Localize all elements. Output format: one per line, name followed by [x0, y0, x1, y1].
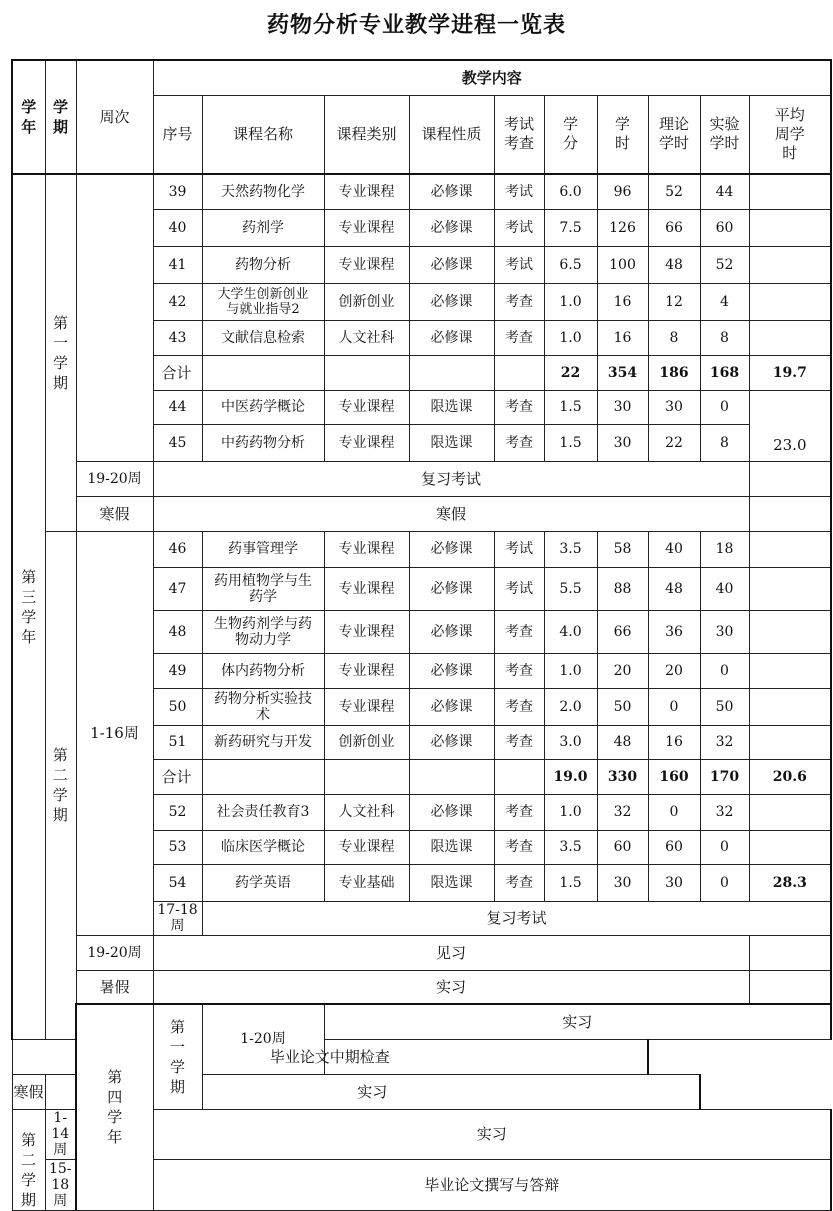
- cell: 18: [700, 531, 749, 567]
- total-lilun: 160: [648, 759, 700, 794]
- cell: 43: [153, 320, 202, 355]
- cell: 1.5: [544, 864, 597, 901]
- cell: 必修课: [409, 209, 494, 246]
- y3-sem1-weeks: [76, 174, 153, 461]
- cell: 必修课: [409, 653, 494, 688]
- cell: 5.5: [544, 567, 597, 610]
- cell: 考查: [494, 610, 544, 653]
- cell: 52: [648, 174, 700, 209]
- cell: 48: [597, 725, 648, 759]
- header-col-nature: 课程性质: [409, 95, 494, 174]
- cell: 考查: [494, 725, 544, 759]
- cell: 45: [153, 424, 202, 461]
- span-cell: 复习考试: [202, 901, 831, 935]
- cell: 考查: [494, 864, 544, 901]
- cell: 3.5: [544, 531, 597, 567]
- cell: 必修课: [409, 610, 494, 653]
- year4-label: 第四学年: [76, 1004, 153, 1210]
- cell: 创新创业: [324, 725, 409, 759]
- cell: 2.0: [544, 688, 597, 725]
- cell: 0: [700, 390, 749, 424]
- cell: 42: [153, 283, 202, 320]
- total-xuefen: 19.0: [544, 759, 597, 794]
- header-xuenian: 学年: [12, 60, 45, 174]
- cell: 30: [597, 390, 648, 424]
- cell: 必修课: [409, 567, 494, 610]
- cell: 必修课: [409, 320, 494, 355]
- cell: 考试: [494, 174, 544, 209]
- span-cell: 复习考试: [153, 461, 749, 496]
- cell: 16: [597, 283, 648, 320]
- cell: 考查: [494, 653, 544, 688]
- header-xueqi: 学期: [45, 60, 76, 174]
- cell: 1.5: [544, 424, 597, 461]
- week-cell: 19-20周: [76, 461, 153, 496]
- cell: 30: [648, 390, 700, 424]
- cell: 必修课: [409, 531, 494, 567]
- cell: 考试: [494, 209, 544, 246]
- cell: 4: [700, 283, 749, 320]
- cell: 药用植物学与生药学: [202, 567, 324, 610]
- cell: 30: [648, 864, 700, 901]
- cell: [749, 725, 831, 759]
- y3-sem2-label: 第二学期: [45, 531, 76, 1039]
- cell: 20: [597, 653, 648, 688]
- cell: [324, 355, 409, 390]
- cell: 考试: [494, 531, 544, 567]
- cell: 专业基础: [324, 864, 409, 901]
- table-row: [12, 935, 831, 970]
- cell: [202, 355, 324, 390]
- cell: 限选课: [409, 864, 494, 901]
- cell: [749, 567, 831, 610]
- week-cell: 暑假: [76, 970, 153, 1004]
- cell: 53: [153, 830, 202, 864]
- cell: 0: [648, 794, 700, 830]
- cell: 考查: [494, 320, 544, 355]
- cell: 41: [153, 246, 202, 283]
- cell: 必修课: [409, 794, 494, 830]
- cell: 考试: [494, 246, 544, 283]
- y4-sem1-weeks: 1-20周: [202, 1004, 324, 1074]
- cell: 专业课程: [324, 610, 409, 653]
- header-col-shiyan: 实验学时: [700, 95, 749, 174]
- cell: [749, 688, 831, 725]
- span-cell: 毕业论文中期检查: [12, 1039, 648, 1074]
- cell: [494, 759, 544, 794]
- header-content: 教学内容: [153, 60, 831, 95]
- week-cell: 寒假: [12, 1074, 45, 1109]
- table-row: [12, 970, 831, 1004]
- cell: 1.0: [544, 653, 597, 688]
- cell: 创新创业: [324, 283, 409, 320]
- table-row: [12, 496, 831, 531]
- span-cell: 寒假: [153, 496, 749, 531]
- cell: 人文社科: [324, 794, 409, 830]
- cell: 生物药剂学与药物动力学: [202, 610, 324, 653]
- cell: 限选课: [409, 424, 494, 461]
- cell: 6.5: [544, 246, 597, 283]
- total-xueshi: 330: [597, 759, 648, 794]
- cell: 新药研究与开发: [202, 725, 324, 759]
- cell: 专业课程: [324, 390, 409, 424]
- cell: 1.0: [544, 320, 597, 355]
- cell: 3.0: [544, 725, 597, 759]
- header-col-name: 课程名称: [202, 95, 324, 174]
- cell: [749, 174, 831, 209]
- cell: 必修课: [409, 174, 494, 209]
- cell: [749, 246, 831, 283]
- cell: 0: [648, 688, 700, 725]
- cell: [749, 830, 831, 864]
- table-row: [12, 531, 831, 567]
- cell: 40: [648, 531, 700, 567]
- week-cell: 寒假: [76, 496, 153, 531]
- span-cell: 实习: [45, 1074, 700, 1109]
- cell: 47: [153, 567, 202, 610]
- cell: 人文社科: [324, 320, 409, 355]
- cell: 88: [597, 567, 648, 610]
- cell: 1.0: [544, 283, 597, 320]
- cell: 中医药学概论: [202, 390, 324, 424]
- y3-sem2-weeks: 1-16周: [76, 531, 153, 935]
- cell: 0: [700, 653, 749, 688]
- cell: 考查: [494, 390, 544, 424]
- cell: 考查: [494, 424, 544, 461]
- cell: [749, 610, 831, 653]
- cell: 4.0: [544, 610, 597, 653]
- week-cell: 19-20周: [76, 935, 153, 970]
- cell: 专业课程: [324, 531, 409, 567]
- cell: 52: [700, 246, 749, 283]
- cell: [749, 653, 831, 688]
- cell: [494, 355, 544, 390]
- cell: 32: [597, 794, 648, 830]
- cell: 必修课: [409, 725, 494, 759]
- cell: 社会责任教育3: [202, 794, 324, 830]
- cell: 8: [648, 320, 700, 355]
- cell: 51: [153, 725, 202, 759]
- cell: 22: [648, 424, 700, 461]
- cell: 16: [597, 320, 648, 355]
- cell: 40: [153, 209, 202, 246]
- cell: 30: [700, 610, 749, 653]
- cell: [749, 794, 831, 830]
- cell: 0: [700, 830, 749, 864]
- cell: [749, 461, 831, 496]
- cell: 60: [700, 209, 749, 246]
- cell: 专业课程: [324, 653, 409, 688]
- cell: 考查: [494, 283, 544, 320]
- cell: [749, 496, 831, 531]
- span-cell: 实习: [153, 970, 749, 1004]
- cell: 考查: [494, 830, 544, 864]
- cell: 药事管理学: [202, 531, 324, 567]
- cell: 126: [597, 209, 648, 246]
- cell: 1.0: [544, 794, 597, 830]
- cell: 必修课: [409, 688, 494, 725]
- cell: 1.5: [544, 390, 597, 424]
- y4-sem2-label: 第二学期: [12, 1109, 45, 1210]
- header-col-lilun: 理论学时: [648, 95, 700, 174]
- total-shiyan: 170: [700, 759, 749, 794]
- cell: 52: [153, 794, 202, 830]
- cell: 48: [153, 610, 202, 653]
- cell: 66: [648, 209, 700, 246]
- cell: 20: [648, 653, 700, 688]
- cell: 3.5: [544, 830, 597, 864]
- cell: [202, 759, 324, 794]
- cell: 0: [700, 864, 749, 901]
- cell: 32: [700, 794, 749, 830]
- cell: 6.0: [544, 174, 597, 209]
- cell: 药物分析实验技术: [202, 688, 324, 725]
- cell: 46: [153, 531, 202, 567]
- cell: 药剂学: [202, 209, 324, 246]
- cell: [749, 935, 831, 970]
- schedule-table-wrapper: [11, 59, 830, 1209]
- cell: 体内药物分析: [202, 653, 324, 688]
- span-cell: 实习: [324, 1004, 831, 1039]
- cell: 必修课: [409, 283, 494, 320]
- cell: [749, 283, 831, 320]
- week-cell: 15-18周: [45, 1160, 76, 1211]
- cell: 50: [153, 688, 202, 725]
- cell: 专业课程: [324, 174, 409, 209]
- header-col-type: 课程类别: [324, 95, 409, 174]
- total-xuefen: 22: [544, 355, 597, 390]
- cell: 文献信息检索: [202, 320, 324, 355]
- table-row: [12, 174, 831, 209]
- cell: 58: [597, 531, 648, 567]
- cell: 66: [597, 610, 648, 653]
- cell: 限选课: [409, 830, 494, 864]
- cell: 96: [597, 174, 648, 209]
- cell: 39: [153, 174, 202, 209]
- cell: 54: [153, 864, 202, 901]
- cell: 必修课: [409, 246, 494, 283]
- table-row: [12, 1039, 831, 1074]
- cell: 药学英语: [202, 864, 324, 901]
- total-avg: 19.7: [749, 355, 831, 390]
- cell: [409, 355, 494, 390]
- table-row: [12, 461, 831, 496]
- y4-sem1-label: 第一学期: [153, 1004, 202, 1109]
- total-avg: 20.6: [749, 759, 831, 794]
- cell: 50: [700, 688, 749, 725]
- cell: 28.3: [749, 864, 831, 901]
- cell: 48: [648, 246, 700, 283]
- table-row: [12, 1004, 831, 1039]
- cell: 100: [597, 246, 648, 283]
- total-shiyan: 168: [700, 355, 749, 390]
- total-xueshi: 354: [597, 355, 648, 390]
- span-cell: 见习: [153, 935, 749, 970]
- cell: 32: [700, 725, 749, 759]
- span-cell: 毕业论文撰写与答辩: [153, 1160, 831, 1211]
- cell: 16: [648, 725, 700, 759]
- cell: 临床医学概论: [202, 830, 324, 864]
- cell: 49: [153, 653, 202, 688]
- header-col-avg: 平均周学时: [749, 95, 831, 174]
- year3-label: 第三学年: [12, 174, 45, 1039]
- header-col-xueshi: 学时: [597, 95, 648, 174]
- cell: 大学生创新创业与就业指导2: [202, 283, 324, 320]
- cell: [749, 970, 831, 1004]
- total-lilun: 186: [648, 355, 700, 390]
- cell: 专业课程: [324, 688, 409, 725]
- page-title: 药物分析专业教学进程一览表: [266, 13, 566, 38]
- cell: 48: [648, 567, 700, 610]
- y3-sem1-label: 第一学期: [45, 174, 76, 531]
- cell: 50: [597, 688, 648, 725]
- cell: [749, 531, 831, 567]
- header-col-xuhao: 序号: [153, 95, 202, 174]
- header-col-exam: 考试考查: [494, 95, 544, 174]
- week-cell: 1-14周: [45, 1109, 76, 1160]
- table-row: [12, 1074, 831, 1109]
- cell: 30: [597, 424, 648, 461]
- cell: [409, 759, 494, 794]
- cell: 30: [597, 864, 648, 901]
- cell: 专业课程: [324, 246, 409, 283]
- cell: 60: [648, 830, 700, 864]
- cell: 专业课程: [324, 424, 409, 461]
- header-col-xuefen: 学分: [544, 95, 597, 174]
- elective-avg: 23.0: [749, 390, 831, 461]
- span-cell: 实习: [153, 1109, 831, 1160]
- cell: 专业课程: [324, 209, 409, 246]
- total-label: 合计: [153, 759, 202, 794]
- cell: 7.5: [544, 209, 597, 246]
- header-zhouci: 周次: [76, 60, 153, 174]
- cell: 考查: [494, 794, 544, 830]
- cell: 专业课程: [324, 830, 409, 864]
- cell: [749, 209, 831, 246]
- cell: 天然药物化学: [202, 174, 324, 209]
- cell: 8: [700, 424, 749, 461]
- cell: 36: [648, 610, 700, 653]
- cell: 限选课: [409, 390, 494, 424]
- cell: 12: [648, 283, 700, 320]
- cell: 中药药物分析: [202, 424, 324, 461]
- cell: [749, 320, 831, 355]
- cell: 考查: [494, 688, 544, 725]
- cell: [324, 759, 409, 794]
- cell: 8: [700, 320, 749, 355]
- cell: 44: [153, 390, 202, 424]
- cell: 40: [700, 567, 749, 610]
- cell: 44: [700, 174, 749, 209]
- schedule-table: [11, 59, 832, 1211]
- total-label: 合计: [153, 355, 202, 390]
- week-cell: 17-18周: [153, 901, 202, 935]
- cell: 考试: [494, 567, 544, 610]
- cell: 专业课程: [324, 567, 409, 610]
- cell: 药物分析: [202, 246, 324, 283]
- cell: 60: [597, 830, 648, 864]
